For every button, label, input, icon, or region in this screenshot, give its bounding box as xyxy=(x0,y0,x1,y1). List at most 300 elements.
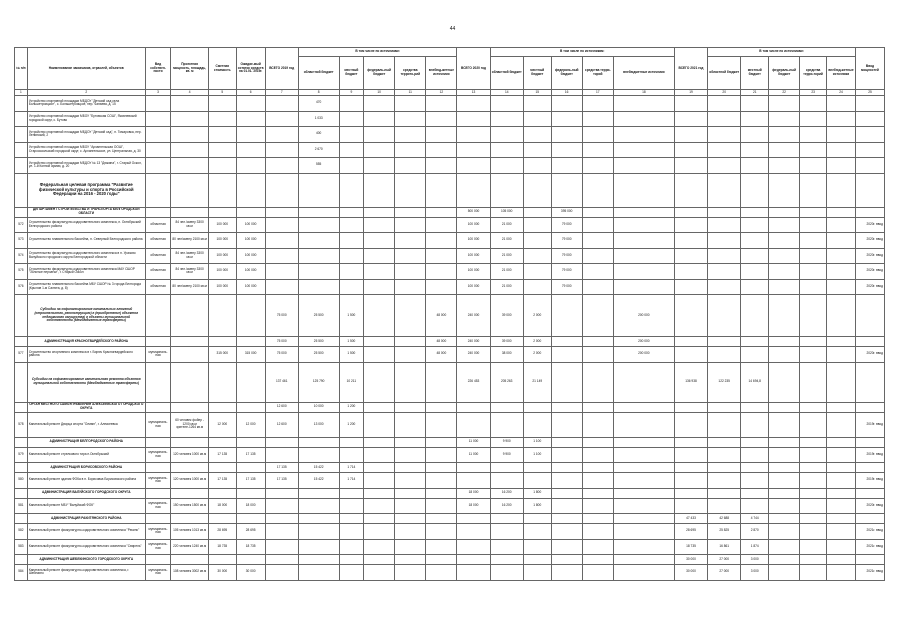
table-cell xyxy=(551,347,582,363)
table-cell: 42 688 xyxy=(708,514,741,524)
table-cell xyxy=(145,142,171,158)
table-cell: муниципаль-ная xyxy=(145,347,171,363)
table-cell xyxy=(236,111,265,127)
col-header: Ожидае-мый остаток средств на 01.01. 2019г. xyxy=(236,48,265,90)
table-cell xyxy=(769,463,800,473)
row-number-cell xyxy=(15,402,28,412)
section-row xyxy=(15,463,885,473)
table-cell xyxy=(582,217,613,233)
table-cell xyxy=(551,412,582,437)
table-cell xyxy=(208,111,236,127)
table-cell: 2020г. ввод xyxy=(855,498,884,514)
table-cell xyxy=(855,488,884,498)
table-cell xyxy=(800,127,827,143)
table-cell xyxy=(339,514,364,524)
table-cell xyxy=(490,96,523,112)
table-cell xyxy=(826,142,855,158)
table-cell xyxy=(145,158,171,174)
table-cell xyxy=(298,437,339,447)
table-cell xyxy=(523,524,551,540)
table-cell xyxy=(855,295,884,337)
table-cell xyxy=(395,473,426,489)
group-header-2019: В том числе по источникам: xyxy=(298,48,457,57)
table-cell: 220 человек 1240 кв.м xyxy=(171,539,208,555)
table-cell: 21 000 xyxy=(490,248,523,264)
table-cell xyxy=(551,498,582,514)
table-cell: 1 033 xyxy=(298,111,339,127)
object-name-cell: ДЕПАРТАМЕНТ СТРОИТЕЛЬСТВА И ТРАНСПОРТА БЕЛГОРОДСКОЙ ОБЛАСТИ xyxy=(27,207,145,217)
table-cell: 39 000 xyxy=(490,295,523,337)
table-cell xyxy=(674,437,707,447)
table-cell: 12 000 xyxy=(208,412,236,437)
table-cell: 80 чел/смену 2100 кв.м xyxy=(171,233,208,249)
table-cell xyxy=(265,158,298,174)
table-cell xyxy=(769,142,800,158)
table-cell xyxy=(457,555,490,565)
table-cell xyxy=(426,158,457,174)
table-cell xyxy=(457,524,490,540)
table-cell xyxy=(265,96,298,112)
table-cell xyxy=(236,514,265,524)
col-header: ВСЕГО 2021 год xyxy=(674,48,707,90)
row-number-cell: 577 xyxy=(15,347,28,363)
row-number-cell xyxy=(15,337,28,347)
table-cell xyxy=(364,207,395,217)
table-cell xyxy=(208,173,236,207)
table-cell xyxy=(339,96,364,112)
table-cell: 84 чел./смену 3300 кв.м xyxy=(171,217,208,233)
table-cell: 16 200 xyxy=(490,498,523,514)
row-number-cell xyxy=(15,142,28,158)
table-cell xyxy=(265,447,298,463)
table-cell xyxy=(426,127,457,143)
table-cell: 16 861 xyxy=(708,539,741,555)
row-number-cell: 575 xyxy=(15,264,28,280)
table-cell xyxy=(769,233,800,249)
table-cell xyxy=(364,233,395,249)
table-cell: 79 000 xyxy=(551,233,582,249)
table-cell xyxy=(551,488,582,498)
table-cell: 12 600 xyxy=(265,412,298,437)
col-header: Вид собствен-ности xyxy=(145,48,171,90)
object-name-cell: Капитальный ремонт стрелкового тира п.Октябрьский xyxy=(27,447,145,463)
table-cell: 28 695 xyxy=(208,524,236,540)
object-name-cell: Федеральная целевая программа "Развитие физической культуры и спорта в Российской Федерации на 2016 - 2020 годы" xyxy=(27,173,145,207)
table-cell xyxy=(826,473,855,489)
table-cell xyxy=(613,447,674,463)
table-cell xyxy=(145,514,171,524)
table-cell xyxy=(523,463,551,473)
column-index-cell: 10 xyxy=(364,90,395,96)
table-cell xyxy=(395,447,426,463)
table-cell: 2021г. ввод xyxy=(855,539,884,555)
row-number-cell: 572 xyxy=(15,217,28,233)
table-cell xyxy=(582,207,613,217)
table-cell xyxy=(171,402,208,412)
table-cell xyxy=(613,111,674,127)
table-row xyxy=(15,447,885,463)
table-cell xyxy=(826,539,855,555)
table-cell xyxy=(236,295,265,337)
table-cell xyxy=(855,207,884,217)
table-cell xyxy=(395,295,426,337)
table-cell xyxy=(551,337,582,347)
table-cell: 12 000 xyxy=(236,412,265,437)
table-cell xyxy=(582,437,613,447)
row-number-cell xyxy=(15,207,28,217)
table-cell xyxy=(339,173,364,207)
table-cell xyxy=(523,514,551,524)
table-cell xyxy=(457,565,490,581)
table-cell: муниципаль-ная xyxy=(145,412,171,437)
table-cell xyxy=(800,96,827,112)
table-cell xyxy=(395,142,426,158)
table-cell xyxy=(298,555,339,565)
table-cell xyxy=(769,347,800,363)
col-header: областной бюджет xyxy=(708,57,741,90)
table-cell xyxy=(826,412,855,437)
table-cell xyxy=(236,96,265,112)
table-cell xyxy=(426,447,457,463)
table-cell xyxy=(395,111,426,127)
table-cell xyxy=(826,488,855,498)
table-cell xyxy=(426,362,457,402)
table-cell xyxy=(800,473,827,489)
table-cell xyxy=(741,248,769,264)
table-cell: 2020г. ввод xyxy=(855,279,884,295)
table-cell xyxy=(523,96,551,112)
object-name-cell: Капитальный ремонт физкультурно-оздоровительного комплекса "Свирель" xyxy=(27,539,145,555)
table-cell: 30 000 xyxy=(674,565,707,581)
table-cell xyxy=(364,142,395,158)
table-cell xyxy=(800,111,827,127)
table-cell xyxy=(613,524,674,540)
table-cell xyxy=(800,488,827,498)
table-cell xyxy=(741,217,769,233)
table-cell xyxy=(145,402,171,412)
table-cell xyxy=(741,347,769,363)
table-cell xyxy=(674,173,707,207)
table-cell: 200 000 xyxy=(613,337,674,347)
table-cell xyxy=(457,473,490,489)
table-cell xyxy=(364,279,395,295)
table-cell xyxy=(613,498,674,514)
object-name-cell: ОРГАН МЕСТНОГО САМОУПРАВЛЕНИЯ АЛЕКСЕЕВСКОГО ГОРОДСКОГО ОКРУГА xyxy=(29,402,144,410)
table-cell xyxy=(613,437,674,447)
table-cell xyxy=(171,96,208,112)
table-cell xyxy=(395,127,426,143)
table-cell: 2 000 xyxy=(523,337,551,347)
table-cell xyxy=(613,207,674,217)
table-cell: 21 149 xyxy=(523,362,551,402)
table-cell xyxy=(339,488,364,498)
table-cell: 2020г. ввод xyxy=(855,347,884,363)
table-cell: 79 000 xyxy=(551,248,582,264)
table-cell xyxy=(364,173,395,207)
table-cell xyxy=(457,539,490,555)
table-cell xyxy=(364,437,395,447)
row-number-cell: 573 xyxy=(15,233,28,249)
table-cell xyxy=(674,498,707,514)
table-cell xyxy=(298,565,339,581)
table-cell xyxy=(708,488,741,498)
table-row xyxy=(15,233,885,249)
table-cell: 1 500 xyxy=(339,295,364,337)
table-cell xyxy=(551,402,582,412)
table-cell xyxy=(339,233,364,249)
column-index-cell: 7 xyxy=(265,90,298,96)
object-name-cell: АДМИНИСТРАЦИЯ ШЕБЕКИНСКОГО ГОРОДСКОГО ОКРУГА xyxy=(27,555,145,565)
table-cell xyxy=(145,111,171,127)
table-cell xyxy=(395,207,426,217)
table-cell xyxy=(298,498,339,514)
table-cell: 28 695 xyxy=(674,524,707,540)
table-cell xyxy=(582,264,613,280)
table-cell xyxy=(551,142,582,158)
table-cell xyxy=(582,524,613,540)
table-cell: 30 000 xyxy=(236,565,265,581)
table-cell xyxy=(171,127,208,143)
table-cell xyxy=(582,173,613,207)
table-cell xyxy=(457,142,490,158)
table-cell xyxy=(855,127,884,143)
table-cell xyxy=(171,514,208,524)
table-cell xyxy=(265,539,298,555)
table-cell xyxy=(613,279,674,295)
table-cell xyxy=(364,524,395,540)
col-header: внебюд-жетные источники xyxy=(826,57,855,90)
table-cell xyxy=(769,488,800,498)
table-cell: областная xyxy=(145,233,171,249)
table-cell: 1 800 xyxy=(523,488,551,498)
table-cell xyxy=(523,539,551,555)
table-cell xyxy=(708,463,741,473)
table-cell xyxy=(298,488,339,498)
table-cell: 17 135 xyxy=(236,447,265,463)
table-cell xyxy=(208,295,236,337)
table-cell xyxy=(708,248,741,264)
table-cell xyxy=(551,437,582,447)
table-cell xyxy=(855,158,884,174)
column-index-cell: 5 xyxy=(208,90,236,96)
table-cell xyxy=(551,514,582,524)
table-cell xyxy=(395,565,426,581)
col-header: местный бюджет xyxy=(741,57,769,90)
table-cell xyxy=(708,233,741,249)
table-cell xyxy=(364,539,395,555)
table-cell xyxy=(674,158,707,174)
table-cell xyxy=(855,362,884,402)
col-header: ВСЕГО 2019 год xyxy=(265,48,298,90)
table-cell xyxy=(741,295,769,337)
table-cell xyxy=(171,463,208,473)
object-name-cell: Капитальный ремонт здания ФОКа в п. Борисовка Борисовского района xyxy=(27,473,145,489)
table-cell: областная xyxy=(145,217,171,233)
table-cell: муниципаль-ная xyxy=(145,524,171,540)
table-cell xyxy=(708,437,741,447)
table-cell xyxy=(523,279,551,295)
table-cell xyxy=(708,173,741,207)
table-cell xyxy=(769,295,800,337)
table-cell xyxy=(674,217,707,233)
section-row xyxy=(15,337,885,347)
table-cell: 395 000 xyxy=(551,207,582,217)
table-cell: 17 135 xyxy=(208,447,236,463)
table-cell xyxy=(769,96,800,112)
table-cell: 18 735 xyxy=(674,539,707,555)
table-cell xyxy=(523,233,551,249)
table-cell xyxy=(800,437,827,447)
table-cell: 79 000 xyxy=(551,279,582,295)
table-cell: 100 000 xyxy=(457,248,490,264)
column-index-cell: 3 xyxy=(145,90,171,96)
table-cell xyxy=(582,347,613,363)
table-cell xyxy=(490,555,523,565)
table-cell: 16 200 xyxy=(490,488,523,498)
table-cell xyxy=(298,233,339,249)
table-cell xyxy=(551,111,582,127)
table-cell: областная xyxy=(145,248,171,264)
table-cell xyxy=(613,264,674,280)
table-cell xyxy=(265,233,298,249)
table-cell xyxy=(426,488,457,498)
table-cell xyxy=(395,539,426,555)
table-cell xyxy=(613,248,674,264)
table-cell: 11 000 xyxy=(457,437,490,447)
object-name-cell: Устройство спортивной площадки МБДОУ "Детский сад села Большетроицкое", с. Большетроицкое, пер. Чапаева, д. 15 xyxy=(27,96,145,112)
table-cell: 18 000 xyxy=(457,488,490,498)
col-header: средства терри-торий xyxy=(800,57,827,90)
table-cell: 48 000 xyxy=(426,347,457,363)
table-cell xyxy=(674,142,707,158)
section-row xyxy=(15,514,885,524)
table-cell xyxy=(265,565,298,581)
table-cell xyxy=(800,347,827,363)
table-cell xyxy=(145,488,171,498)
table-cell xyxy=(490,111,523,127)
table-cell xyxy=(741,233,769,249)
table-cell xyxy=(395,337,426,347)
table-cell xyxy=(826,248,855,264)
table-cell xyxy=(339,217,364,233)
table-cell xyxy=(613,217,674,233)
table-cell xyxy=(490,402,523,412)
table-row xyxy=(15,347,885,363)
table-cell xyxy=(769,337,800,347)
table-cell xyxy=(582,539,613,555)
table-cell xyxy=(582,96,613,112)
table-row xyxy=(15,539,885,555)
table-cell xyxy=(426,207,457,217)
row-number-cell: 574 xyxy=(15,248,28,264)
table-cell xyxy=(613,463,674,473)
table-cell: 75 000 xyxy=(265,347,298,363)
table-cell xyxy=(426,279,457,295)
table-cell xyxy=(426,142,457,158)
table-cell xyxy=(708,498,741,514)
table-cell xyxy=(708,111,741,127)
table-cell: 79 000 xyxy=(551,264,582,280)
table-cell: 18 000 xyxy=(208,498,236,514)
table-cell: 2019г. ввод xyxy=(855,447,884,463)
table-cell xyxy=(395,463,426,473)
object-name-cell: Строительство плавательного бассейна МБУ СШОР № 3 города Белгорода (Крылов 1-м Салюта, д. 8) xyxy=(27,279,145,295)
table-cell xyxy=(395,412,426,437)
subtotal-row xyxy=(15,362,885,402)
table-cell: 28 695 xyxy=(236,524,265,540)
row-number-cell xyxy=(15,362,28,402)
table-cell: 30 000 xyxy=(208,565,236,581)
table-cell xyxy=(800,402,827,412)
table-cell xyxy=(364,473,395,489)
table-cell xyxy=(674,111,707,127)
table-cell xyxy=(582,514,613,524)
table-cell xyxy=(145,555,171,565)
table-cell: 100 000 xyxy=(236,248,265,264)
col-header: областной бюджет xyxy=(490,57,523,90)
row-number-cell: 581 xyxy=(15,498,28,514)
row-number-cell xyxy=(15,437,28,447)
table-cell xyxy=(800,264,827,280)
table-cell xyxy=(339,127,364,143)
table-cell: 100 000 xyxy=(236,279,265,295)
table-cell xyxy=(582,127,613,143)
table-cell: 12 600 xyxy=(265,402,298,412)
table-cell xyxy=(674,488,707,498)
table-cell xyxy=(339,539,364,555)
table-cell: 60 человек фойер - 1200 кв.м зрителе-1264 кв.м xyxy=(171,412,208,437)
table-cell xyxy=(769,402,800,412)
table-cell: 9 900 xyxy=(490,437,523,447)
table-cell xyxy=(674,295,707,337)
table-cell xyxy=(551,447,582,463)
table-cell: 555 xyxy=(298,158,339,174)
table-cell xyxy=(674,463,707,473)
object-name-cell: Строительство физкультурно-оздоровительного комплекса, п. Октябрьский Белгородского района xyxy=(27,217,145,233)
table-cell xyxy=(364,362,395,402)
table-cell: 100 000 xyxy=(208,248,236,264)
page-number: 44 xyxy=(449,26,456,32)
table-cell: 205 263 xyxy=(490,362,523,402)
table-cell xyxy=(490,173,523,207)
table-cell xyxy=(826,362,855,402)
table-cell xyxy=(265,524,298,540)
table-cell xyxy=(674,233,707,249)
table-cell xyxy=(551,463,582,473)
table-cell xyxy=(582,111,613,127)
table-cell: 75 000 xyxy=(265,337,298,347)
table-cell xyxy=(457,402,490,412)
table-cell: 315 000 xyxy=(208,347,236,363)
column-index-cell: 22 xyxy=(769,90,800,96)
table-cell: муниципаль-ная xyxy=(145,473,171,489)
column-index-cell: 16 xyxy=(551,90,582,96)
table-cell xyxy=(769,207,800,217)
table-cell: 2020г. ввод xyxy=(855,264,884,280)
table-cell xyxy=(523,173,551,207)
table-cell xyxy=(523,402,551,412)
table-cell: 21 000 xyxy=(490,217,523,233)
table-cell xyxy=(457,96,490,112)
table-cell xyxy=(741,173,769,207)
table-cell xyxy=(800,362,827,402)
table-cell: 9 900 xyxy=(490,447,523,463)
table-cell xyxy=(145,127,171,143)
table-cell xyxy=(613,514,674,524)
table-cell: 120 человек 1000 кв.м xyxy=(171,473,208,489)
table-cell: муниципаль-ная xyxy=(145,539,171,555)
table-cell xyxy=(523,264,551,280)
